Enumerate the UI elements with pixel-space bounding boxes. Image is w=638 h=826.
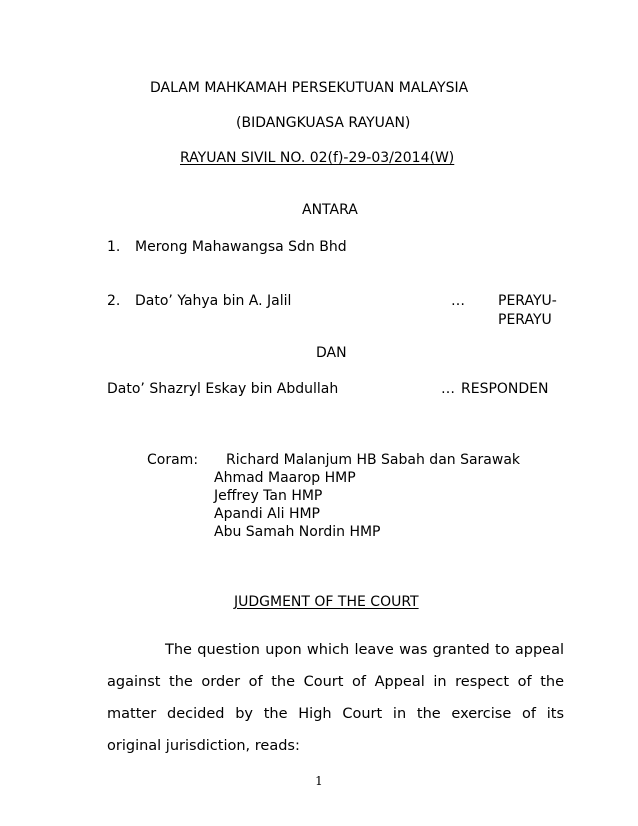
- coram-judge-3: Jeffrey Tan HMP: [214, 488, 323, 504]
- case-number: RAYUAN SIVIL NO. 02(f)-29-03/2014(W): [180, 150, 455, 166]
- judgment-title: JUDGMENT OF THE COURT: [234, 594, 419, 610]
- between-label: ANTARA: [302, 202, 358, 218]
- body-line-3: matter decided by the High Court in the exercise of its: [107, 706, 564, 722]
- and-label: DAN: [316, 345, 347, 361]
- coram-label: Coram:: [147, 452, 199, 468]
- jurisdiction-heading: (BIDANGKUASA RAYUAN): [236, 115, 411, 131]
- coram-judge-4: Apandi Ali HMP: [214, 506, 320, 522]
- respondent-role: RESPONDEN: [461, 381, 549, 397]
- appellant-1-name: Merong Mahawangsa Sdn Bhd: [135, 239, 347, 255]
- appellant-role-line2: PERAYU: [498, 312, 552, 328]
- coram-judge-2: Ahmad Maarop HMP: [214, 470, 356, 486]
- appellant-2-name: Dato’ Yahya bin A. Jalil: [135, 293, 292, 309]
- page-number: 1: [315, 774, 323, 788]
- appellant-2-number: 2.: [107, 293, 121, 309]
- appellant-ellipsis: …: [451, 293, 465, 309]
- respondent-name: Dato’ Shazryl Eskay bin Abdullah: [107, 381, 339, 397]
- respondent-ellipsis: …: [441, 381, 455, 397]
- coram-judge-5: Abu Samah Nordin HMP: [214, 524, 381, 540]
- body-line-1: The question upon which leave was granted to appeal: [165, 642, 564, 658]
- court-heading: DALAM MAHKAMAH PERSEKUTUAN MALAYSIA: [150, 80, 469, 96]
- coram-judge-1: Richard Malanjum HB Sabah dan Sarawak: [226, 452, 521, 468]
- body-line-2: against the order of the Court of Appeal in respect of the: [107, 674, 564, 690]
- appellant-1-number: 1.: [107, 239, 121, 255]
- body-line-4: original jurisdiction, reads:: [107, 738, 300, 754]
- appellant-role-line1: PERAYU-: [498, 293, 557, 309]
